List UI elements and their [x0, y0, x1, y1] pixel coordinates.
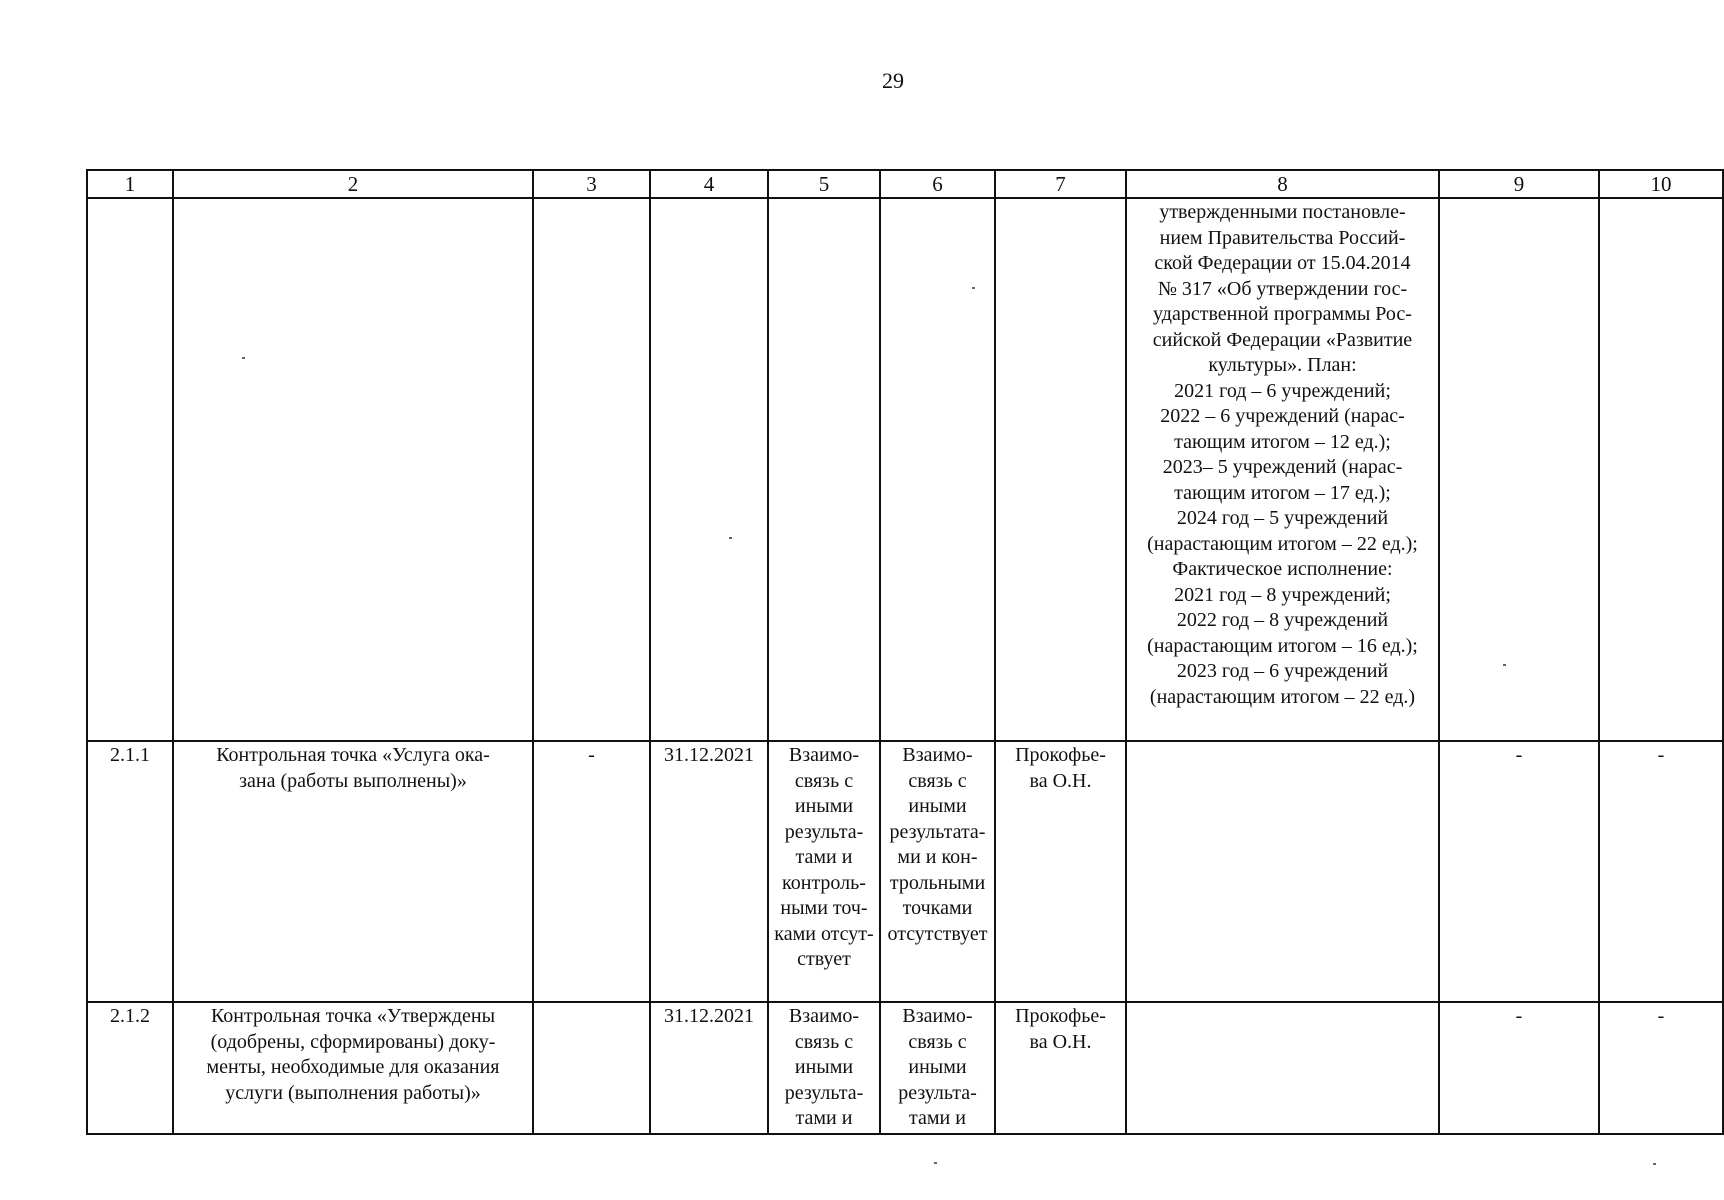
scan-speck	[729, 537, 732, 539]
row-number-cell	[87, 198, 173, 741]
scan-speck	[972, 287, 975, 289]
plan-table	[86, 169, 1724, 1135]
col-9-cell: -	[1439, 1002, 1599, 1134]
start-date-cell	[533, 1002, 650, 1134]
description-cell	[1126, 1002, 1439, 1134]
scan-speck	[1653, 1163, 1656, 1165]
scan-speck	[1503, 664, 1506, 666]
col-9-cell	[1439, 198, 1599, 741]
relation-cell: Взаимо- связь с иными результа- тами и	[880, 1002, 995, 1134]
end-date-cell	[650, 198, 768, 741]
start-date-cell: -	[533, 741, 650, 1002]
scan-speck	[934, 1162, 937, 1164]
page-number: 29	[882, 68, 904, 93]
col-10-cell: -	[1599, 741, 1723, 1002]
responsible-cell: Прокофье- ва О.Н.	[995, 1002, 1126, 1134]
column-header-5: 5	[768, 170, 880, 198]
column-header-4: 4	[650, 170, 768, 198]
col-10-cell: -	[1599, 1002, 1723, 1134]
result-name-cell: Контрольная точка «Утверждены (одобрены, сформированы) доку- менты, необходимые для оказания услуги (выполнения работы)»	[173, 1002, 533, 1134]
relation-cell	[880, 198, 995, 741]
column-header-8: 8	[1126, 170, 1439, 198]
start-date-cell	[533, 198, 650, 741]
col-10-cell	[1599, 198, 1723, 741]
row-number-cell: 2.1.1	[87, 741, 173, 1002]
row-number-cell: 2.1.2	[87, 1002, 173, 1134]
description-cell	[1126, 741, 1439, 1002]
description-cell: утвержденными постановле- нием Правительства Россий- ской Федерации от 15.04.2014 № 317 «Об утверждении гос- ударственной программы Рос- сийской Федерации «Развитие культуры». План: 2021 год – 6 учреждений; 2022 – 6 учреждений (нарас- тающим итогом – 12 ед.); 2023– 5 учреждений (нарас- тающим итогом – 17 ед.); 2024 год – 5 учреждений (нарастающим итогом – 22 ед.); Фактическое исполнение: 2021 год – 8 учреждений; 2022 год – 8 учреждений (нарастающим итогом – 16 ед.); 2023 год – 6 учреждений (нарастающим итогом – 22 ед.)	[1126, 198, 1439, 741]
result-name-cell: Контрольная точка «Услуга ока- зана (работы выполнены)»	[173, 741, 533, 1002]
column-header-3: 3	[533, 170, 650, 198]
responsible-cell: Прокофье- ва О.Н.	[995, 741, 1126, 1002]
header-row	[87, 170, 1723, 198]
relation-cell: Взаимо- связь с иными результа- тами и контроль- ными точ- ками отсут- ствует	[768, 741, 880, 1002]
end-date-cell: 31.12.2021	[650, 741, 768, 1002]
column-header-1: 1	[87, 170, 173, 198]
scan-speck	[242, 357, 245, 359]
col-9-cell: -	[1439, 741, 1599, 1002]
table-row	[87, 741, 1723, 1002]
end-date-cell: 31.12.2021	[650, 1002, 768, 1134]
column-header-2: 2	[173, 170, 533, 198]
relation-cell	[768, 198, 880, 741]
result-name-cell	[173, 198, 533, 741]
column-header-7: 7	[995, 170, 1126, 198]
relation-cell: Взаимо- связь с иными результата- ми и кон- трольными точками отсутствует	[880, 741, 995, 1002]
column-header-10: 10	[1599, 170, 1723, 198]
table-row	[87, 1002, 1723, 1134]
column-header-9: 9	[1439, 170, 1599, 198]
relation-cell: Взаимо- связь с иными результа- тами и	[768, 1002, 880, 1134]
table-row	[87, 198, 1723, 741]
column-header-6: 6	[880, 170, 995, 198]
responsible-cell	[995, 198, 1126, 741]
